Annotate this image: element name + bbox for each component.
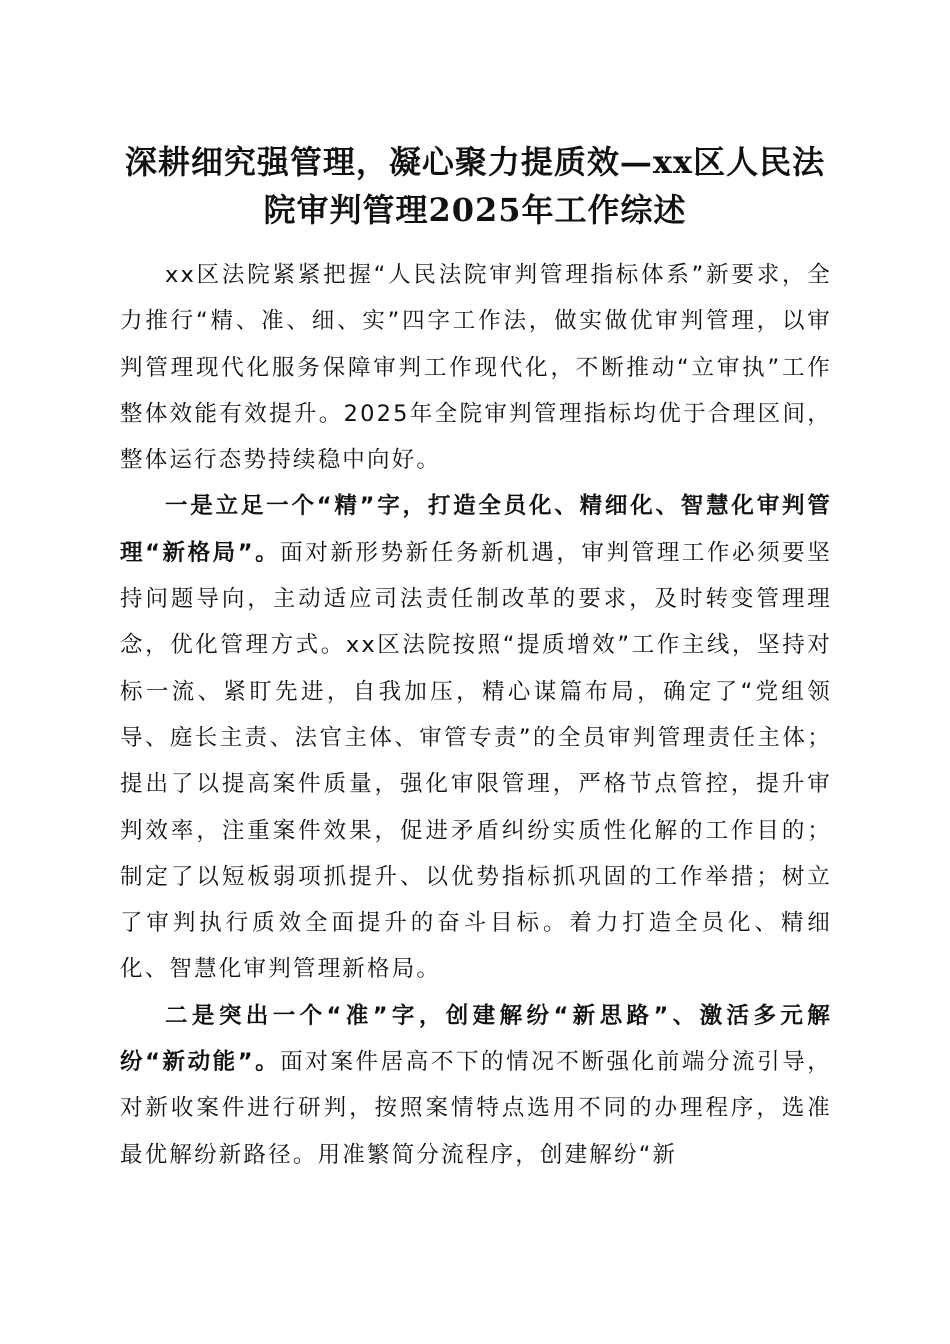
paragraph-point-one bbox=[120, 483, 832, 992]
paragraph-text: xx区法院紧紧把握“人民法院审判管理指标体系”新要求，全力推行“精、准、细、实”四字工作法，做实做优审判管理，以审判管理现代化服务保障审判工作现代化，不断推动“立审执”工作整体效能有效提升。2025年全院审判管理指标均优于合理区间，整体运行态势持续稳中向好。 bbox=[120, 262, 832, 474]
document-title: 深耕细究强管理，凝心聚力提质效—xx区人民法院审判管理2025年工作综述 bbox=[124, 143, 826, 229]
paragraph-lead: 二是突出一个“准”字，创建解纷“新思路”、激活多元解纷“新动能”。 bbox=[120, 1002, 832, 1076]
document-body bbox=[120, 252, 832, 1178]
paragraph-text: 面对案件居高不下的情况不断强化前端分流引导，对新收案件进行研判，按照案情特点选用不同的办理程序，选准最优解纷新路径。用准繁简分流程序，创建解纷“新 bbox=[120, 1049, 832, 1168]
paragraph-point-two bbox=[120, 993, 832, 1178]
paragraph-intro bbox=[120, 252, 832, 483]
paragraph-text: 面对新形势新任务新机遇，审判管理工作必须要坚持问题导向，主动适应司法责任制改革的要求，及时转变管理理念，优化管理方式。xx区法院按照“提质增效”工作主线，坚持对标一流、紧盯先进，自我加压，精心谋篇布局，确定了“党组领导、庭长主责、法官主体、审管专责”的全员审判管理责任主体；提出了以提高案件质量，强化审限管理，严格节点管控，提升审判效率，注重案件效果，促进矛盾纠纷实质性化解的工作目的；制定了以短板弱项抓提升、以优势指标抓巩固的工作举措；树立了审判执行质效全面提升的奋斗目标。着力打造全员化、精细化、智慧化审判管理新格局。 bbox=[120, 539, 832, 983]
paragraph-lead: 一是立足一个“精”字，打造全员化、精细化、智慧化审判管理“新格局”。 bbox=[120, 493, 832, 566]
